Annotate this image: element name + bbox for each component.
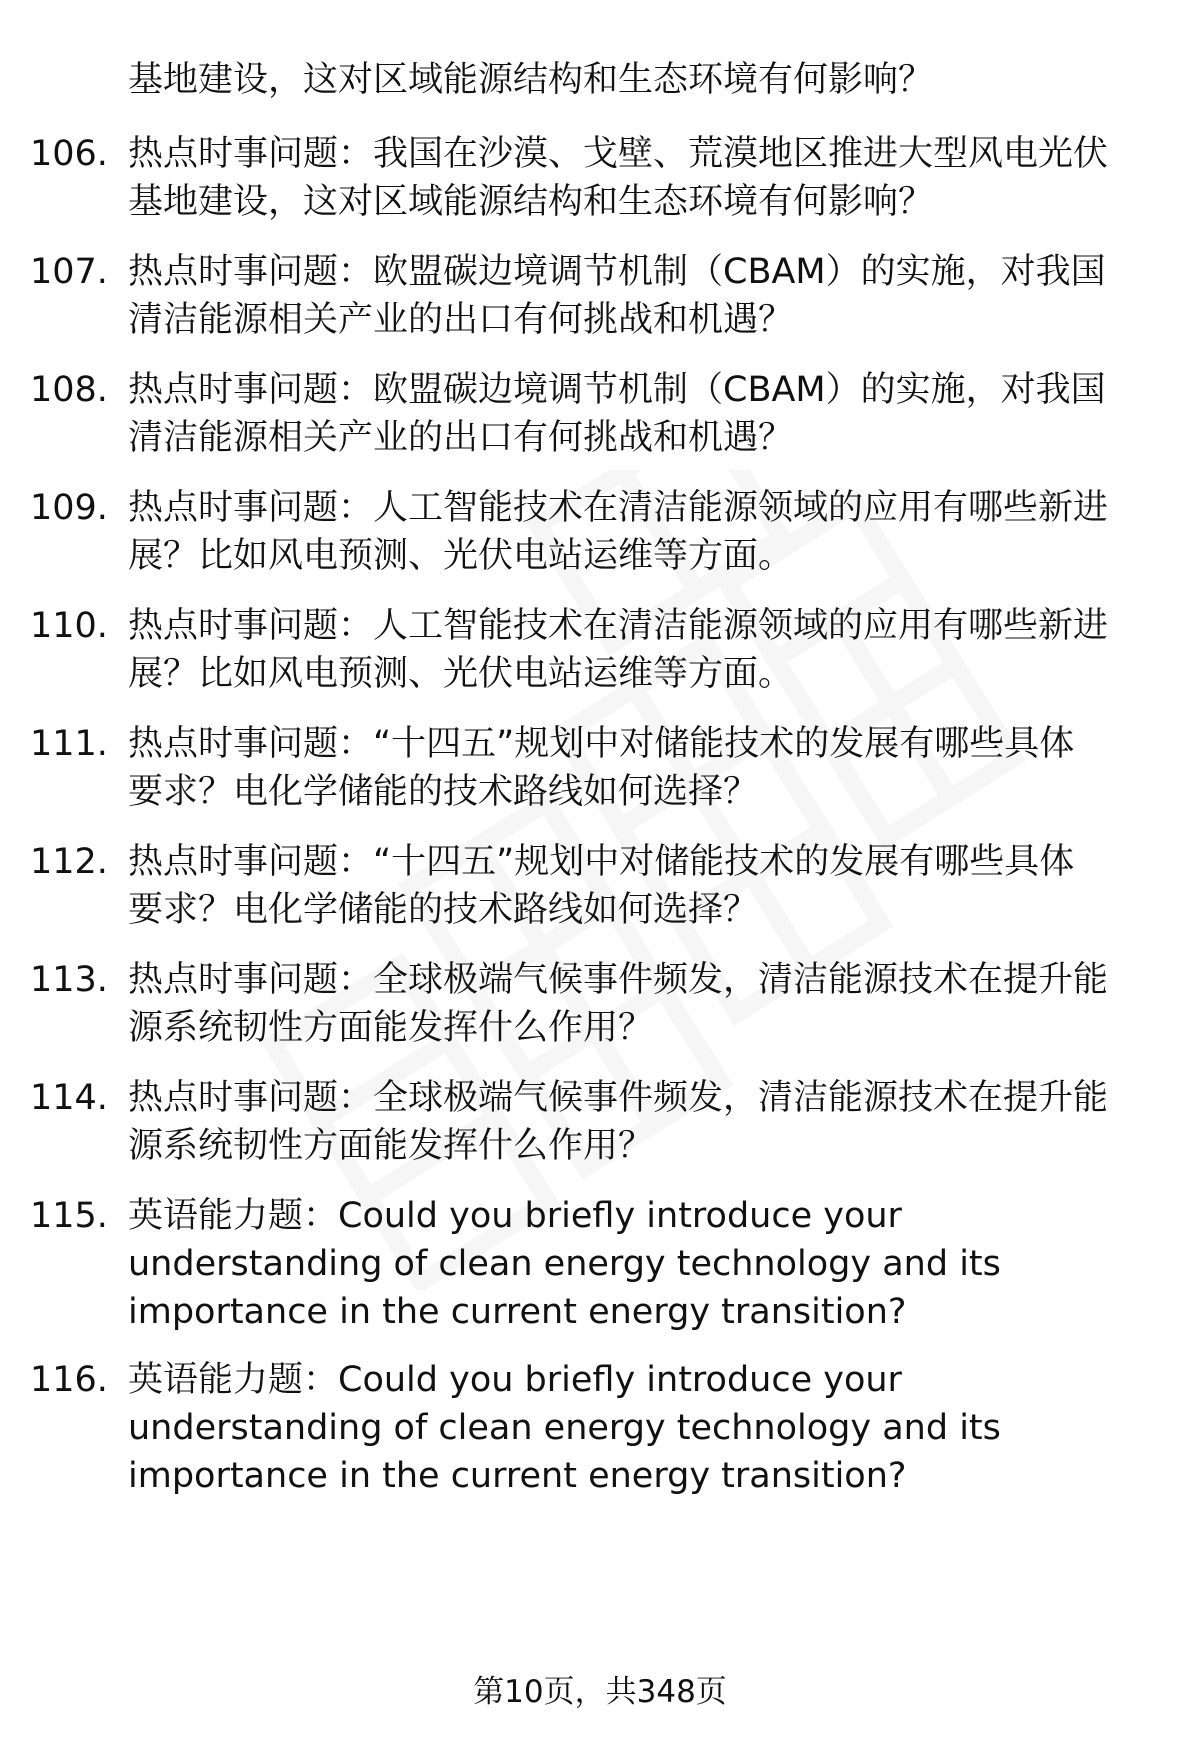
item-number: 107. — [30, 252, 108, 292]
item-text-line: 清洁能源相关产业的出口有何挑战和机遇？ — [128, 418, 794, 458]
item-number: 108. — [30, 370, 108, 410]
item-text-line: 热点时事问题：全球极端气候事件频发，清洁能源技术在提升能 — [128, 960, 1109, 1000]
item-number: 116. — [30, 1360, 108, 1400]
item-text-line: 热点时事问题：欧盟碳边境调节机制（CBAM）的实施，对我国 — [128, 252, 1106, 292]
item-text-line: 源系统韧性方面能发挥什么作用？ — [128, 1126, 654, 1166]
item-text — [128, 1356, 1168, 1500]
item-text — [128, 1192, 1168, 1336]
item-number: 109. — [30, 488, 108, 528]
item-text-line: 基地建设，这对区域能源结构和生态环境有何影响？ — [128, 182, 934, 222]
item-text-line: 要求？电化学储能的技术路线如何选择？ — [128, 772, 759, 812]
item-text-line: 英语能力题：Could you briefly introduce your — [128, 1196, 902, 1236]
item-text-line: 热点时事问题：人工智能技术在清洁能源领域的应用有哪些新进 — [128, 488, 1109, 528]
item-text-line: 展？比如风电预测、光伏电站运维等方面。 — [128, 536, 794, 576]
item-text-line: 热点时事问题：我国在沙漠、戈壁、荒漠地区推进大型风电光伏 — [128, 134, 1109, 174]
item-text-line: 英语能力题：Could you briefly introduce your — [128, 1360, 902, 1400]
item-number: 106. — [30, 134, 108, 174]
item-number: 115. — [30, 1196, 108, 1236]
item-text — [128, 956, 1168, 1052]
item-text-line: 热点时事问题：全球极端气候事件频发，清洁能源技术在提升能 — [128, 1078, 1109, 1118]
item-number: 114. — [30, 1078, 108, 1118]
item-text — [128, 1074, 1168, 1170]
item-text — [128, 366, 1168, 462]
item-text — [128, 130, 1168, 226]
item-text — [128, 248, 1168, 344]
item-text — [128, 602, 1168, 698]
item-text-line: 清洁能源相关产业的出口有何挑战和机遇？ — [128, 300, 794, 340]
item-number: 111. — [30, 724, 108, 764]
item-text-line: 热点时事问题：人工智能技术在清洁能源领域的应用有哪些新进 — [128, 606, 1109, 646]
item-text-line: 要求？电化学储能的技术路线如何选择？ — [128, 890, 759, 930]
item-text-line: understanding of clean energy technology and its — [128, 1408, 1001, 1448]
item-text-line: 展？比如风电预测、光伏电站运维等方面。 — [128, 654, 794, 694]
page-number-footer: 第10页，共348页 — [473, 1674, 727, 1710]
item-number: 113. — [30, 960, 108, 1000]
item-text — [128, 484, 1168, 580]
item-text — [128, 720, 1168, 816]
continued-question-text: 基地建设，这对区域能源结构和生态环境有何影响？ — [128, 60, 934, 100]
item-text-line: 热点时事问题：“十四五”规划中对储能技术的发展有哪些具体 — [128, 724, 1075, 764]
item-text-line: understanding of clean energy technology and its — [128, 1244, 1001, 1284]
item-text-line: 热点时事问题：欧盟碳边境调节机制（CBAM）的实施，对我国 — [128, 370, 1106, 410]
item-text-line: 源系统韧性方面能发挥什么作用？ — [128, 1008, 654, 1048]
item-text — [128, 838, 1168, 934]
item-text-line: importance in the current energy transition? — [128, 1456, 907, 1496]
item-text-line: 热点时事问题：“十四五”规划中对储能技术的发展有哪些具体 — [128, 842, 1075, 882]
item-number: 112. — [30, 842, 108, 882]
item-number: 110. — [30, 606, 108, 646]
item-text-line: importance in the current energy transition? — [128, 1292, 907, 1332]
